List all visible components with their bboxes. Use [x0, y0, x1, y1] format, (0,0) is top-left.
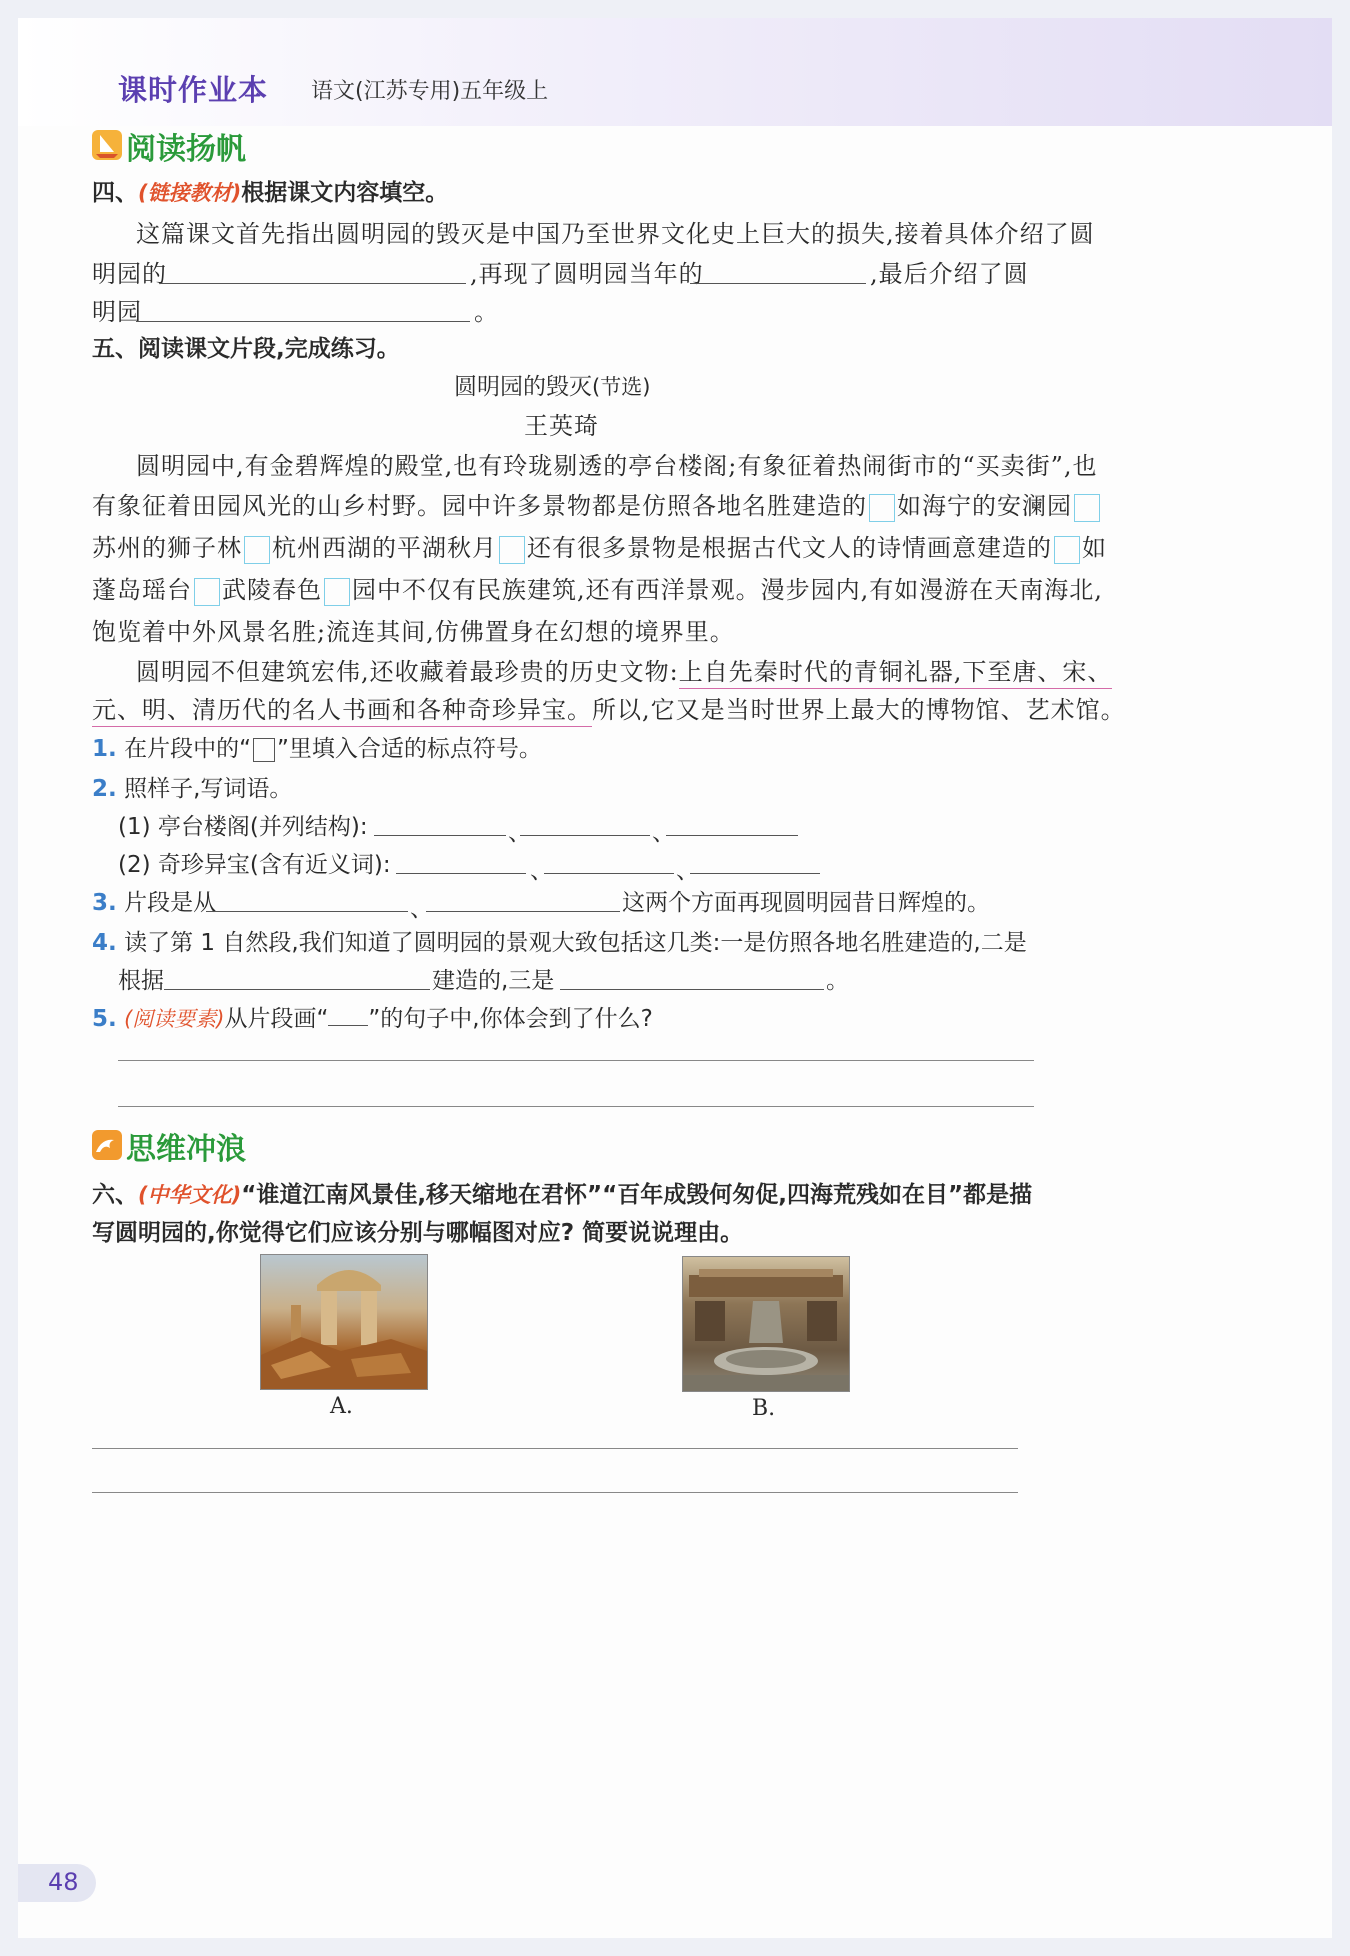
q4-line-2c: ,最后介绍了圆 [870, 260, 1029, 288]
passage-title-text: 圆明园的毁灭 [454, 374, 592, 400]
punctuation-box[interactable] [244, 536, 270, 564]
page-header [18, 18, 1332, 126]
p1-l4b: 武陵春色 [222, 576, 322, 604]
p2-l2b: 所以,它又是当时世界上最大的博物馆、艺术馆。 [592, 696, 1126, 724]
page-number: 48 [48, 1868, 79, 1896]
item-2-sub-1: (1) 亭台楼阁(并列结构): [118, 814, 368, 840]
item-5-tag: (阅读要素) [124, 1007, 225, 1031]
q4-line-3a: 明园 [92, 298, 142, 326]
q4-prompt: 根据课文内容填空。 [241, 180, 449, 206]
item-2-1-blank-1[interactable] [374, 835, 506, 836]
q6-answer-line-2[interactable] [92, 1492, 1018, 1493]
passage-title-note: (节选) [592, 375, 651, 399]
item-1-text-a: 在片段中的“ [124, 736, 251, 762]
passage-p2-line-2 [92, 690, 1126, 725]
passage-p1-line-1: 圆明园中,有金碧辉煌的殿堂,也有玲珑剔透的亭台楼阁;有象征着热闹街市的“买卖街”,也 [136, 452, 1098, 480]
punctuation-box[interactable] [194, 578, 220, 606]
q5-item-1 [92, 730, 542, 763]
item-5-number: 5. [92, 1006, 117, 1032]
question-6-line-2: 写圆明园的,你觉得它们应该分别与哪幅图对应? 简要说说理由。 [92, 1220, 744, 1246]
item-2-sub-2: (2) 奇珍异宝(含有近义词): [118, 852, 391, 878]
item-2-text: 照样子,写词语。 [124, 776, 293, 802]
item-5-text-b: ”的句子中,你体会到了什么? [368, 1006, 653, 1032]
q4-line-1: 这篇课文首先指出圆明园的毁灭是中国乃至世界文化史上巨大的损失,接着具体介绍了圆 [136, 220, 1095, 248]
p1-l3a: 苏州的狮子林 [92, 534, 242, 562]
item-5-text-a: 从片段画“ [224, 1006, 329, 1032]
item-2-number: 2. [92, 776, 117, 802]
q4-tag: (链接教材) [138, 181, 242, 205]
book-brand: 课时作业本 [118, 73, 269, 107]
punctuation-box[interactable] [324, 578, 350, 606]
q4-blank-1[interactable] [160, 283, 466, 284]
wave-icon [92, 1130, 122, 1160]
question-6-line-1 [92, 1176, 1032, 1209]
item-2-2-blank-1[interactable] [396, 873, 526, 874]
q6-answer-line-1[interactable] [92, 1448, 1018, 1449]
photo-a-ruins [260, 1254, 428, 1390]
p1-l4c: 园中不仅有民族建筑,还有西洋景观。漫步园内,有如漫游在天南海北, [352, 576, 1103, 604]
p1-l3b: 杭州西湖的平湖秋月 [272, 534, 497, 562]
sep: 、 [676, 858, 699, 884]
passage-p2-line-1 [136, 652, 1112, 687]
item-3-sep: 、 [410, 896, 433, 922]
photo-b-painting [682, 1256, 850, 1392]
item-5-answer-line-1[interactable] [118, 1060, 1034, 1061]
item-3-text-a: 片段是从 [124, 890, 217, 916]
passage-author: 王英琦 [524, 412, 599, 440]
q4-line-2a: 明园的 [92, 260, 167, 288]
item-4-text-b: 根据 [118, 968, 164, 994]
item-1-number: 1. [92, 736, 117, 762]
q6-label: 六、 [92, 1182, 138, 1208]
item-4-text-d: 。 [826, 968, 849, 994]
section-title-reading: 阅读扬帆 [126, 132, 246, 167]
p1-l3d: 如 [1082, 534, 1107, 562]
passage-p1-line-5: 饱览着中外风景名胜;流连其间,仿佛置身在幻想的境界里。 [92, 618, 735, 646]
q5-item-5 [92, 1000, 653, 1033]
punctuation-box[interactable] [869, 494, 895, 522]
item-2-1-blank-2[interactable] [520, 835, 650, 836]
section-title-thinking: 思维冲浪 [126, 1132, 246, 1167]
book-subtitle: 语文(江苏专用)五年级上 [311, 79, 549, 104]
box-glyph-icon [253, 738, 275, 762]
item-4-blank-1[interactable] [164, 989, 430, 990]
item-1-text-b: ”里填入合适的标点符号。 [276, 736, 542, 762]
caption-a: A. [330, 1394, 353, 1419]
item-3-number: 3. [92, 890, 117, 916]
punctuation-box[interactable] [1074, 494, 1100, 522]
passage-p1-line-3 [92, 528, 1107, 564]
sep: 、 [508, 820, 531, 846]
q5-item-4-line-1 [92, 924, 1027, 957]
item-4-number: 4. [92, 930, 117, 956]
item-3-blank-1[interactable] [206, 911, 408, 912]
item-3-blank-2[interactable] [426, 911, 620, 912]
p1-l4a: 蓬岛瑶台 [92, 576, 192, 604]
passage-p1-line-4 [92, 570, 1103, 606]
q4-label: 四、 [92, 180, 138, 206]
q4-blank-2[interactable] [690, 283, 866, 284]
underlined-sentence-part-2: 元、明、清历代的名人书画和各种奇珍异宝。 [92, 696, 592, 727]
underlined-sentence-part-1: 上自先秦时代的青铜礼器,下至唐、宋、 [679, 658, 1113, 689]
q6-tag: (中华文化) [138, 1183, 242, 1207]
punctuation-box[interactable] [1054, 536, 1080, 564]
q5-item-3-start [92, 884, 216, 917]
item-2-2-blank-2[interactable] [544, 873, 674, 874]
q6-line-1-text: “谁道江南风景佳,移天缩地在君怀”“百年成毁何匆促,四海荒残如在目”都是描 [241, 1182, 1033, 1208]
page-number-tab [18, 1864, 96, 1902]
sail-icon [92, 130, 122, 160]
q4-line-2b: ,再现了圆明园当年的 [470, 260, 704, 288]
passage-p1-line-2 [92, 486, 1102, 522]
passage-title [454, 368, 650, 401]
question-4-header [92, 174, 448, 207]
item-4-text-c: 建造的,三是 [432, 968, 555, 994]
textbook-page [18, 18, 1332, 1938]
item-3-text-c: 这两个方面再现圆明园昔日辉煌的。 [622, 890, 990, 916]
underline-glyph [328, 1025, 368, 1026]
p1-l2b: 如海宁的安澜园 [897, 492, 1072, 520]
question-5-header: 五、阅读课文片段,完成练习。 [92, 336, 400, 362]
item-2-1-blank-3[interactable] [666, 835, 798, 836]
q4-blank-3[interactable] [136, 321, 470, 322]
p1-l2a: 有象征着田园风光的山乡村野。园中许多景物都是仿照各地名胜建造的 [92, 492, 867, 520]
caption-b: B. [752, 1396, 776, 1421]
item-4-blank-2[interactable] [560, 989, 824, 990]
item-5-answer-line-2[interactable] [118, 1106, 1034, 1107]
item-2-2-blank-3[interactable] [690, 873, 820, 874]
item-4-text-a: 读了第 1 自然段,我们知道了圆明园的景观大致包括这几类:一是仿照各地名胜建造的,二是 [124, 930, 1027, 956]
p2-l1a: 圆明园不但建筑宏伟,还收藏着最珍贵的历史文物: [136, 658, 679, 686]
sep: 、 [652, 820, 675, 846]
q4-line-3b: 。 [474, 298, 499, 326]
punctuation-box[interactable] [499, 536, 525, 564]
sep: 、 [530, 858, 553, 884]
q5-item-2 [92, 770, 292, 803]
p1-l3c: 还有很多景物是根据古代文人的诗情画意建造的 [527, 534, 1052, 562]
